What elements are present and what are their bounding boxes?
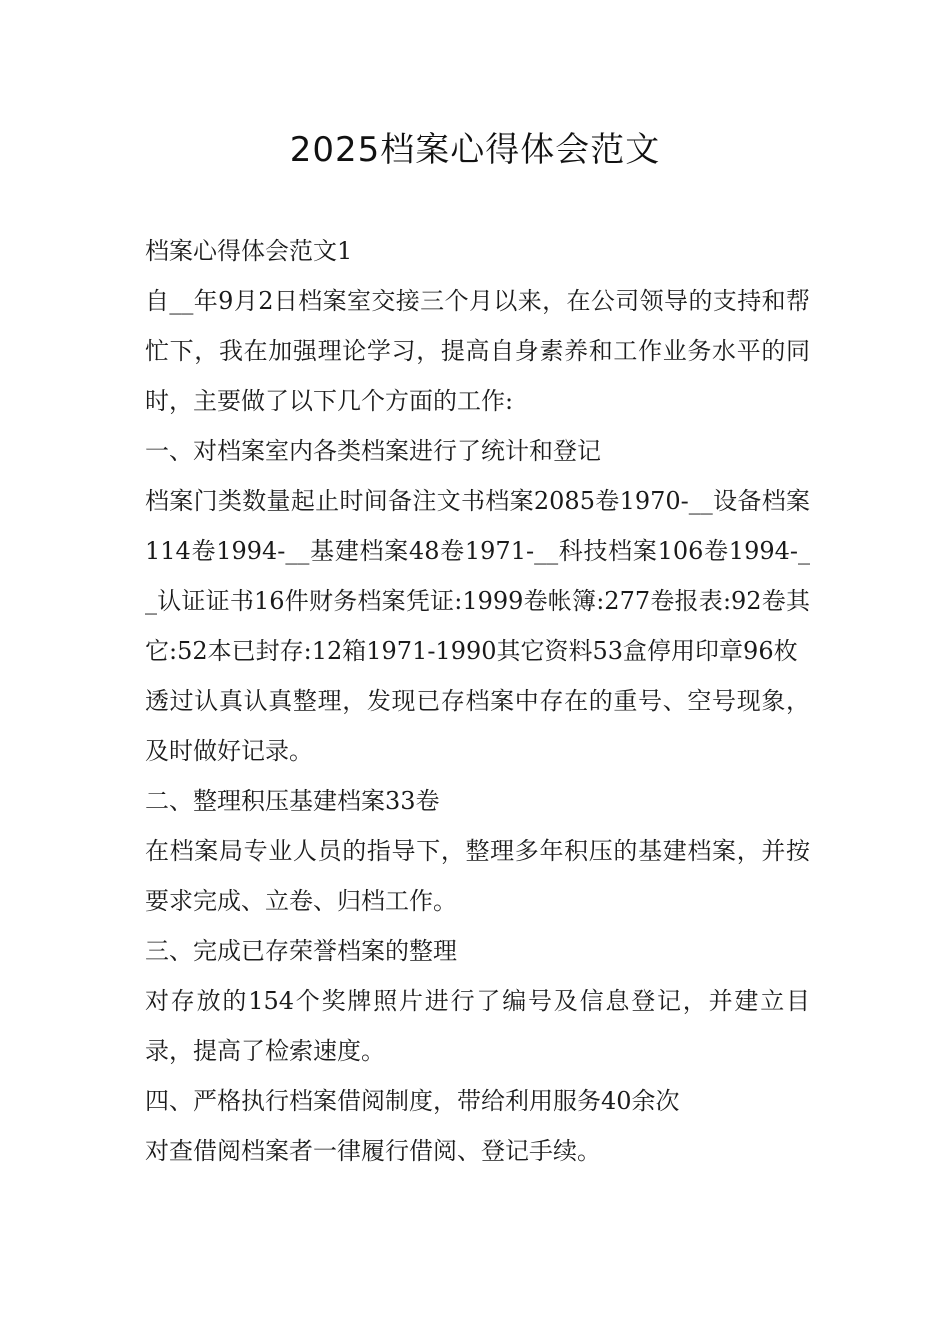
body-paragraph: 对查借阅档案者一律履行借阅、登记手续。 — [145, 1137, 601, 1165]
body-paragraph: 自__年9月2日档案室交接三个月以来，在公司领导的支持和帮忙下，我在加强理论学习，提高自身素养和工作业务水平的同时，主要做了以下几个方面的工作: — [145, 287, 810, 415]
body-paragraph: 档案门类数量起止时间备注文书档案2085卷1970-__设备档案114卷1994-__基建档案48卷1971-__科技档案106卷1994-__认证证书16件财务档案凭证:1999卷帐簿:277卷报表:92卷其它:52本已封存:12箱1971-1990其它资料53盒停用印章96枚 — [145, 487, 810, 665]
section-heading: 二、整理积压基建档案33卷 — [145, 787, 440, 815]
section-heading: 一、对档案室内各类档案进行了统计和登记 — [145, 437, 601, 465]
document-body — [145, 226, 810, 1176]
document-title: 2025档案心得体会范文 — [289, 130, 661, 170]
body-paragraph: 透过认真认真整理，发现已存档案中存在的重号、空号现象，及时做好记录。 — [145, 687, 810, 765]
body-paragraph: 对存放的154个奖牌照片进行了编号及信息登记，并建立目录，提高了检索速度。 — [145, 987, 810, 1065]
body-paragraph: 在档案局专业人员的指导下，整理多年积压的基建档案，并按要求完成、立卷、归档工作。 — [145, 837, 810, 915]
section-heading: 四、严格执行档案借阅制度，带给利用服务40余次 — [145, 1087, 680, 1115]
section-heading: 档案心得体会范文1 — [145, 237, 353, 265]
section-heading: 三、完成已存荣誉档案的整理 — [145, 937, 457, 965]
